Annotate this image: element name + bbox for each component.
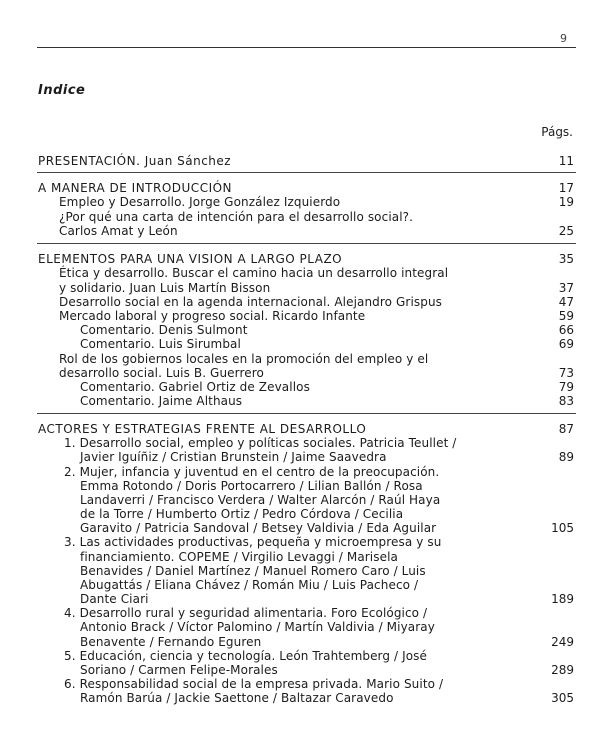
toc-entry-page: 19 — [558, 195, 574, 209]
toc-entry-page: 69 — [558, 337, 574, 351]
toc-entry-text: 3. Las actividades productivas, pequeña y microempresa y su — [64, 535, 442, 549]
toc-entry-page: 87 — [558, 422, 574, 436]
section-divider — [37, 172, 576, 173]
toc-entry-text: Antonio Brack / Víctor Palomino / Martín Valdivia / Miyaray — [80, 620, 435, 634]
toc-entry-text: Benavides / Daniel Martínez / Manuel Romero Caro / Luis — [80, 564, 426, 578]
toc-entry-page: 25 — [558, 224, 574, 238]
toc-entry-page: 47 — [558, 295, 574, 309]
toc-entry-page: 305 — [551, 691, 574, 705]
pags-label: Págs. — [541, 125, 573, 139]
toc-entry-text: Javier Iguíñiz / Cristian Brunstein / Jaime Saavedra — [80, 450, 387, 464]
toc-entry-page: 289 — [551, 663, 574, 677]
section-divider — [37, 243, 576, 244]
toc-entry-page: 105 — [551, 521, 574, 535]
header-rule — [37, 47, 576, 48]
toc-entry-page: 66 — [558, 323, 574, 337]
toc-entry-text: desarrollo social. Luis B. Guerrero — [59, 366, 264, 380]
toc-entry-text: Comentario. Denis Sulmont — [80, 323, 248, 337]
toc-entry-text: y solidario. Juan Luis Martín Bisson — [59, 281, 271, 295]
toc-entry-page: 79 — [558, 380, 574, 394]
toc-entry-page: 35 — [558, 252, 574, 266]
toc-entry-text: Ramón Barúa / Jackie Saettone / Baltazar Caravedo — [80, 691, 394, 705]
section-divider — [37, 413, 576, 414]
toc-entry-page: 17 — [558, 181, 574, 195]
toc-entry-text: A MANERA DE INTRODUCCIÓN — [38, 181, 233, 195]
toc-entry-text: Comentario. Gabriel Ortiz de Zevallos — [80, 380, 310, 394]
toc-entry-text: 4. Desarrollo rural y seguridad alimentaria. Foro Ecológico / — [64, 606, 428, 620]
toc-entry-text: 6. Responsabilidad social de la empresa privada. Mario Suito / — [64, 677, 444, 691]
toc-entry-text: ELEMENTOS PARA UNA VISION A LARGO PLAZO — [38, 252, 343, 266]
page-number: 9 — [560, 32, 567, 45]
toc-entry-page: 37 — [558, 281, 574, 295]
toc-entry-text: Desarrollo social en la agenda internacional. Alejandro Grispus — [59, 295, 443, 309]
toc-entry-text: de la Torre / Humberto Ortiz / Pedro Córdova / Cecilia — [80, 507, 404, 521]
toc-entry-text: Dante Ciari — [80, 592, 149, 606]
toc-entry-text: Comentario. Luis Sirumbal — [80, 337, 241, 351]
toc-entry-text: Carlos Amat y León — [59, 224, 178, 238]
toc-entry-text: Empleo y Desarrollo. Jorge González Izquierdo — [59, 195, 341, 209]
toc-entry-text: Benavente / Fernando Eguren — [80, 635, 262, 649]
index-heading: Indice — [38, 83, 86, 98]
toc-entry-page: 73 — [558, 366, 574, 380]
toc-entry-page: 249 — [551, 635, 574, 649]
toc-entry-text: Rol de los gobiernos locales en la promoción del empleo y el — [59, 352, 429, 366]
toc-entry-text: Comentario. Jaime Althaus — [80, 394, 243, 408]
toc-entry-text: Emma Rotondo / Doris Portocarrero / Lilian Ballón / Rosa — [80, 479, 423, 493]
toc-entry-text: 5. Educación, ciencia y tecnología. León Trahtemberg / José — [64, 649, 427, 663]
toc-entry-text: Landaverri / Francisco Verdera / Walter Alarcón / Raúl Haya — [80, 493, 441, 507]
toc-entry-page: 11 — [558, 154, 574, 168]
toc-entry-text: ACTORES Y ESTRATEGIAS FRENTE AL DESARROLLO — [38, 422, 367, 436]
toc-entry-page: 59 — [558, 309, 574, 323]
toc-entry-text: 1. Desarrollo social, empleo y políticas sociales. Patricia Teullet / — [64, 436, 457, 450]
toc-entry-text: Soriano / Carmen Felipe-Morales — [80, 663, 278, 677]
toc-entry-text: Abugattás / Eliana Chávez / Román Miu / Luis Pacheco / — [80, 578, 419, 592]
toc-entry-text: Mercado laboral y progreso social. Ricardo Infante — [59, 309, 366, 323]
toc-entry-page: 83 — [558, 394, 574, 408]
toc-entry-page: 189 — [551, 592, 574, 606]
toc-entry-text: Ética y desarrollo. Buscar el camino hacia un desarrollo integral — [59, 266, 449, 280]
toc-entry-text: Garavito / Patricia Sandoval / Betsey Valdivia / Eda Aguilar — [80, 521, 437, 535]
toc-entry-page: 89 — [558, 450, 574, 464]
toc-entry-text: PRESENTACIÓN. Juan Sánchez — [38, 154, 232, 168]
toc-entry-text: ¿Por qué una carta de intención para el desarrollo social?. — [59, 210, 414, 224]
toc-entry-text: financiamiento. COPEME / Virgilio Levaggi / Marisela — [80, 550, 398, 564]
toc-entry-text: 2. Mujer, infancia y juventud en el centro de la preocupación. — [64, 465, 440, 479]
